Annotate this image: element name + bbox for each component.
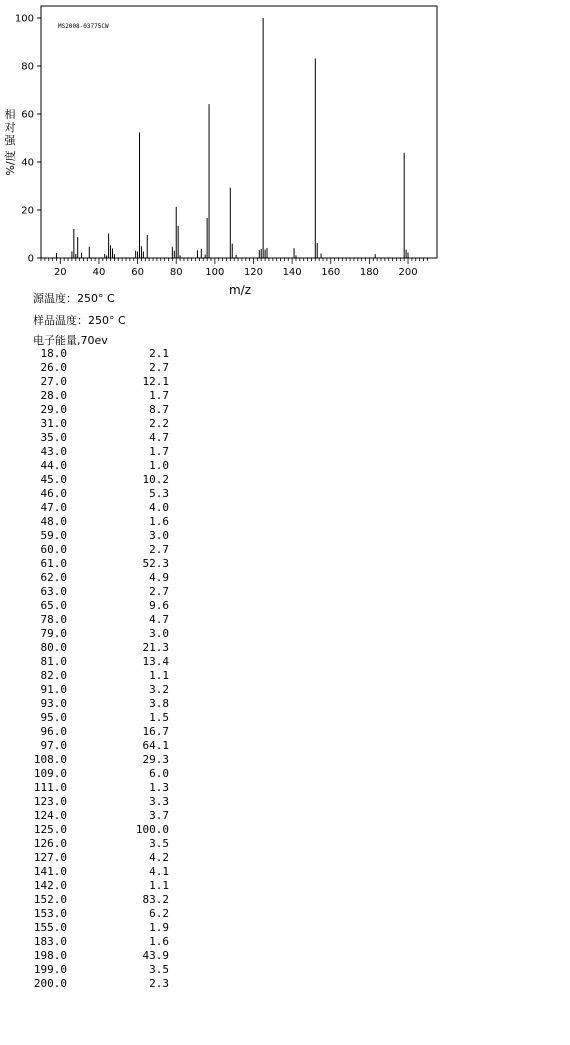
intensity-value: 1.5 <box>149 711 169 724</box>
y-axis-label-char: 相 <box>4 108 16 121</box>
table-row <box>33 809 169 823</box>
mz-value: 126.0 <box>33 837 67 850</box>
mz-value: 80.0 <box>40 641 67 654</box>
intensity-value: 1.7 <box>149 389 169 402</box>
source-temperature: 源温度：250° C <box>33 292 115 305</box>
mz-value: 141.0 <box>33 865 67 878</box>
intensity-value: 52.3 <box>142 557 169 570</box>
table-row <box>33 501 169 515</box>
mz-value: 63.0 <box>40 585 67 598</box>
intensity-value: 2.7 <box>149 361 169 374</box>
y-axis-label-char: 强 <box>4 134 16 147</box>
table-row <box>33 949 169 963</box>
mz-value: 78.0 <box>40 613 67 626</box>
intensity-value: 2.7 <box>149 543 169 556</box>
mz-value: 59.0 <box>40 529 67 542</box>
mz-value: 79.0 <box>40 627 67 640</box>
intensity-value: 1.3 <box>149 781 169 794</box>
mz-value: 18.0 <box>40 347 67 360</box>
table-row <box>33 697 169 711</box>
mz-value: 199.0 <box>33 963 67 976</box>
table-row <box>33 977 169 991</box>
intensity-value: 1.1 <box>149 669 169 682</box>
intensity-value: 9.6 <box>149 599 169 612</box>
mz-value: 95.0 <box>40 711 67 724</box>
mz-value: 29.0 <box>40 403 67 416</box>
mz-value: 62.0 <box>40 571 67 584</box>
mz-value: 123.0 <box>33 795 67 808</box>
mz-value: 48.0 <box>40 515 67 528</box>
y-tick-label: 100 <box>14 13 34 25</box>
intensity-value: 6.2 <box>149 907 169 920</box>
intensity-value: 1.1 <box>149 879 169 892</box>
mz-value: 155.0 <box>33 921 67 934</box>
table-row <box>33 361 169 375</box>
table-row <box>33 571 169 585</box>
mz-value: 127.0 <box>33 851 67 864</box>
intensity-value: 4.1 <box>149 865 169 878</box>
mz-value: 111.0 <box>33 781 67 794</box>
x-axis-label: m/z <box>228 283 252 297</box>
table-row <box>33 641 169 655</box>
mz-value: 200.0 <box>33 977 67 990</box>
table-row <box>33 613 169 627</box>
table-row <box>33 893 169 907</box>
table-row <box>33 963 169 977</box>
mz-value: 108.0 <box>33 753 67 766</box>
mz-value: 27.0 <box>40 375 67 388</box>
table-row <box>33 487 169 501</box>
mass-spectrum-chart <box>0 0 570 300</box>
intensity-value: 2.2 <box>149 417 169 430</box>
mz-value: 28.0 <box>40 389 67 402</box>
table-row <box>33 655 169 669</box>
table-row <box>33 683 169 697</box>
table-row <box>33 837 169 851</box>
table-row <box>33 599 169 613</box>
plot-frame <box>41 6 437 258</box>
table-row <box>33 375 169 389</box>
intensity-value: 3.0 <box>149 627 169 640</box>
x-tick-label: 200 <box>398 267 418 278</box>
x-tick-label: 180 <box>359 267 379 278</box>
table-row <box>33 459 169 473</box>
intensity-value: 4.7 <box>149 431 169 444</box>
table-row <box>33 879 169 893</box>
table-row <box>33 417 169 431</box>
intensity-value: 3.5 <box>149 837 169 850</box>
table-row <box>33 753 169 767</box>
intensity-value: 29.3 <box>142 753 169 766</box>
mz-value: 60.0 <box>40 543 67 556</box>
x-tick-label: 140 <box>282 267 302 278</box>
intensity-value: 3.5 <box>149 963 169 976</box>
x-tick-label: 40 <box>92 267 106 278</box>
peak-table <box>33 347 169 991</box>
table-row <box>33 627 169 641</box>
mz-value: 31.0 <box>40 417 67 430</box>
y-axis-label-char: %/度 <box>4 150 17 176</box>
table-row <box>33 431 169 445</box>
table-row <box>33 907 169 921</box>
mz-value: 44.0 <box>40 459 67 472</box>
intensity-value: 2.1 <box>149 347 169 360</box>
intensity-value: 21.3 <box>142 641 169 654</box>
table-row <box>33 389 169 403</box>
intensity-value: 100.0 <box>135 823 169 836</box>
table-row <box>33 781 169 795</box>
x-tick-label: 20 <box>53 267 67 278</box>
mz-value: 45.0 <box>40 473 67 486</box>
table-row <box>33 529 169 543</box>
intensity-value: 4.2 <box>149 851 169 864</box>
y-tick-label: 60 <box>21 109 34 121</box>
table-row <box>33 935 169 949</box>
mz-value: 152.0 <box>33 893 67 906</box>
mz-value: 97.0 <box>40 739 67 752</box>
intensity-value: 16.7 <box>142 725 169 738</box>
table-row <box>33 921 169 935</box>
table-row <box>33 795 169 809</box>
mz-value: 65.0 <box>40 599 67 612</box>
table-row <box>33 515 169 529</box>
intensity-value: 1.6 <box>149 515 169 528</box>
intensity-value: 43.9 <box>142 949 169 962</box>
electron-energy: 电子能量,70ev <box>33 334 108 347</box>
table-row <box>33 585 169 599</box>
mz-value: 124.0 <box>33 809 67 822</box>
x-tick-label: 80 <box>169 267 183 278</box>
table-row <box>33 403 169 417</box>
y-axis-label-char: 对 <box>4 121 16 134</box>
mz-value: 61.0 <box>40 557 67 570</box>
table-row <box>33 669 169 683</box>
intensity-value: 5.3 <box>149 487 169 500</box>
y-tick-label: 20 <box>21 205 34 217</box>
intensity-value: 10.2 <box>142 473 169 486</box>
y-tick-label: 80 <box>21 61 34 73</box>
intensity-value: 6.0 <box>149 767 169 780</box>
intensity-value: 2.3 <box>149 977 169 990</box>
y-axis <box>15 14 41 265</box>
table-row <box>33 851 169 865</box>
intensity-value: 1.9 <box>149 921 169 934</box>
intensity-value: 3.8 <box>149 697 169 710</box>
table-row <box>33 347 169 361</box>
intensity-value: 1.6 <box>149 935 169 948</box>
intensity-value: 2.7 <box>149 585 169 598</box>
intensity-value: 4.0 <box>149 501 169 514</box>
y-tick-label: 40 <box>21 157 34 169</box>
table-row <box>33 445 169 459</box>
intensity-value: 83.2 <box>142 893 169 906</box>
intensity-value: 8.7 <box>149 403 169 416</box>
intensity-value: 3.2 <box>149 683 169 696</box>
mz-value: 26.0 <box>40 361 67 374</box>
intensity-value: 64.1 <box>142 739 169 752</box>
table-row <box>33 739 169 753</box>
mz-value: 125.0 <box>33 823 67 836</box>
mz-value: 35.0 <box>40 431 67 444</box>
mz-value: 46.0 <box>40 487 67 500</box>
table-row <box>33 767 169 781</box>
mz-value: 142.0 <box>33 879 67 892</box>
intensity-value: 4.7 <box>149 613 169 626</box>
x-tick-label: 120 <box>243 267 264 278</box>
x-tick-label: 100 <box>205 267 225 278</box>
table-row <box>33 865 169 879</box>
intensity-value: 12.1 <box>142 375 169 388</box>
intensity-value: 1.7 <box>149 445 169 458</box>
intensity-value: 4.9 <box>149 571 169 584</box>
intensity-value: 3.7 <box>149 809 169 822</box>
table-row <box>33 823 169 837</box>
spectrum-peaks <box>56 18 408 258</box>
sample-temperature: 样品温度：250° C <box>33 314 126 327</box>
x-tick-label: 60 <box>131 267 144 278</box>
table-row <box>33 543 169 557</box>
mz-value: 43.0 <box>40 445 67 458</box>
mz-value: 109.0 <box>33 767 67 780</box>
table-row <box>33 473 169 487</box>
intensity-value: 3.0 <box>149 529 169 542</box>
mz-value: 91.0 <box>40 683 67 696</box>
y-axis-label <box>3 107 17 176</box>
spectrum-id-label: MS2008-03775CW <box>58 23 109 30</box>
mz-value: 47.0 <box>40 501 67 514</box>
mz-value: 198.0 <box>33 949 67 962</box>
table-row <box>33 725 169 739</box>
mz-value: 96.0 <box>40 725 67 738</box>
x-tick-label: 160 <box>321 267 341 278</box>
mz-value: 153.0 <box>33 907 67 920</box>
mz-value: 93.0 <box>40 697 67 710</box>
mz-value: 82.0 <box>40 669 67 682</box>
table-row <box>33 711 169 725</box>
intensity-value: 3.3 <box>149 795 169 808</box>
table-row <box>33 557 169 571</box>
intensity-value: 13.4 <box>142 655 169 668</box>
mz-value: 81.0 <box>40 655 67 668</box>
x-axis <box>41 258 427 278</box>
intensity-value: 1.0 <box>149 459 169 472</box>
mz-value: 183.0 <box>33 935 67 948</box>
y-tick-label: 0 <box>27 253 34 265</box>
